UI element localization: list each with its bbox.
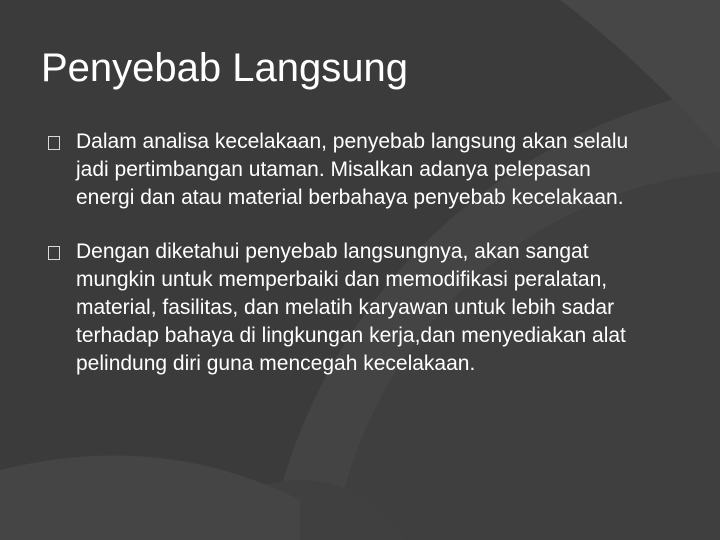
slide-title: Penyebab Langsung [41,46,408,90]
bullet-box-icon [48,246,60,260]
bullet-text: Dalam analisa kecelakaan, penyebab langsung akan selalu jadi pertimbangan utaman. Misalkan adanya pelepasan energi dan atau material berbahaya penyebab kecelakaan. [76,130,629,209]
bullet-box-icon [48,136,60,150]
bullet-item [48,128,648,212]
bullet-item [48,238,648,378]
bullet-text: Dengan diketahui penyebab langsungnya, akan sangat mungkin untuk memperbaiki dan memodifikasi peralatan, material, fasilitas, dan melatih karyawan untuk lebih sadar terhadap bahaya di lingkungan kerja,dan menyediakan alat pelindung diri guna mencegah kecelakaan. [76,240,626,375]
bullet-list [48,128,648,404]
